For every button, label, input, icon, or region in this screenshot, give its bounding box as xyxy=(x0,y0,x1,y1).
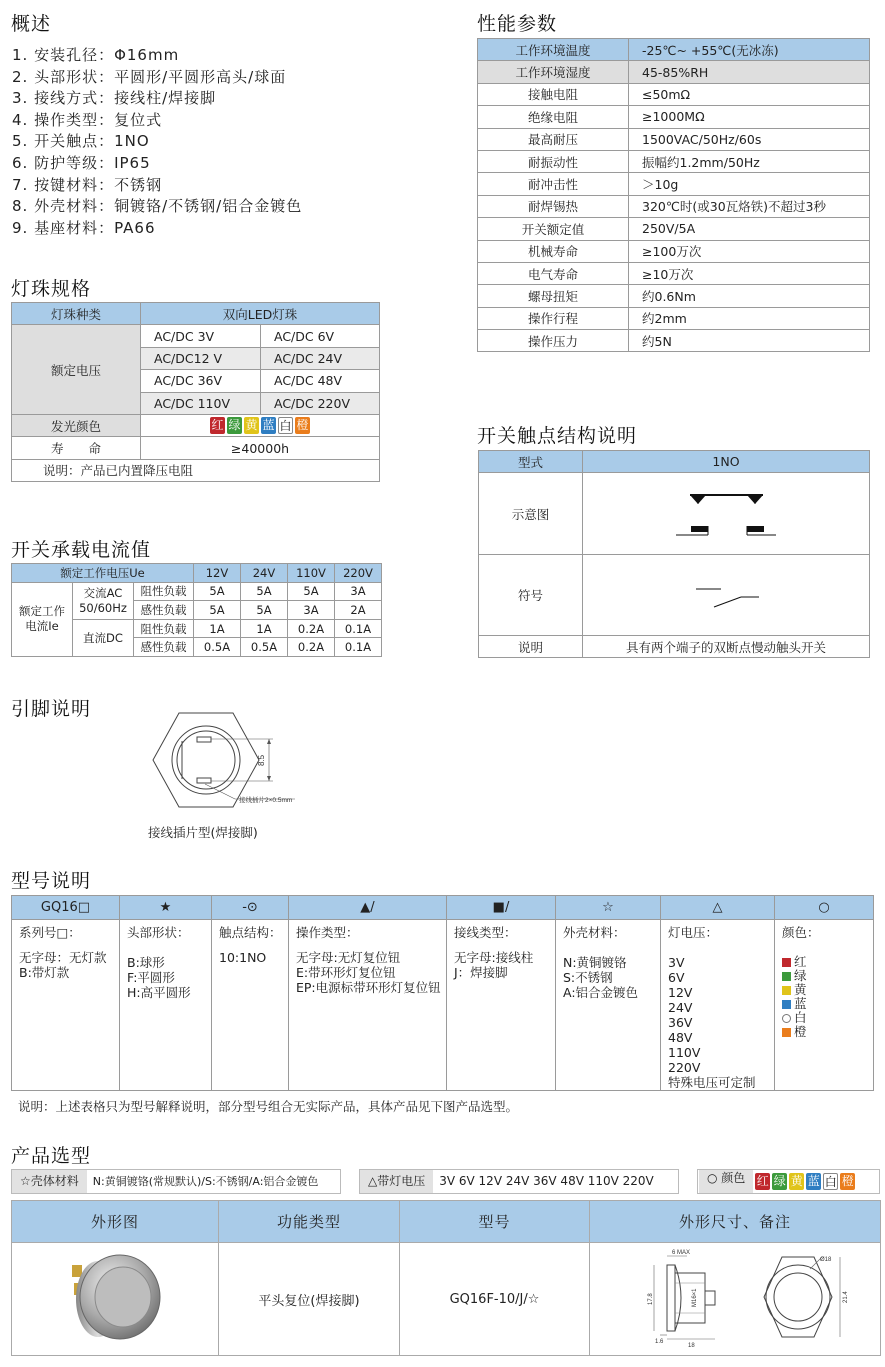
performance-row xyxy=(478,195,870,217)
model-header: ☆ xyxy=(556,896,661,920)
product-model: GQ16F-10/J/☆ xyxy=(400,1243,590,1356)
model-text: J：焊接脚 xyxy=(454,965,508,980)
current-cell: 5A xyxy=(194,601,241,620)
performance-key: 接触电阻 xyxy=(478,83,629,105)
current-load-label: 感性负载 xyxy=(134,601,194,620)
current-load-label: 感性负载 xyxy=(134,638,194,657)
led-life-label: 寿 命 xyxy=(12,437,141,459)
current-cell: 2A xyxy=(335,601,382,620)
model-note: 说明：上述表格只为型号解释说明，部分型号组合无实际产品，具体产品见下图产品选型。 xyxy=(18,1099,519,1114)
model-text: 110V xyxy=(668,1045,701,1060)
overview-item: 8. 外壳材料：铜镀铬/不锈钢/铝合金镀色 xyxy=(12,197,303,216)
performance-key: 机械寿命 xyxy=(478,240,629,262)
current-cell: 1A xyxy=(194,619,241,638)
model-text: 36V xyxy=(668,1015,693,1030)
led-color-swatches xyxy=(141,414,380,436)
color-chip-red: 红 xyxy=(756,1174,769,1188)
model-text: 48V xyxy=(668,1030,693,1045)
pins-title: 引脚说明 xyxy=(11,698,92,720)
performance-row xyxy=(478,39,870,61)
color-chip-yellow: 黄 xyxy=(790,1174,803,1188)
current-cell: 1A xyxy=(241,619,288,638)
led-color-label: 发光颜色 xyxy=(12,414,141,436)
pin-dim-label: 8.5 xyxy=(257,754,266,766)
dim-label: 6 MAX xyxy=(672,1250,691,1256)
model-text: 无字母:接线柱 xyxy=(454,950,534,965)
dim-label: 18 xyxy=(688,1343,695,1349)
color-chip-yellow: 黄 xyxy=(245,418,258,433)
overview-item: 4. 操作类型：复位式 xyxy=(12,110,163,129)
performance-value: -25℃~ +55℃(无冰冻) xyxy=(629,39,870,61)
color-chip-blue: 蓝 xyxy=(262,418,275,433)
model-color: 橙 xyxy=(794,1024,807,1039)
model-text: 无字母:无灯复位钮 xyxy=(296,950,401,965)
current-ac-label: 交流AC 50/60Hz xyxy=(73,582,134,619)
performance-row xyxy=(478,83,870,105)
performance-table xyxy=(477,38,870,352)
swatch-icon xyxy=(782,958,791,967)
overview-item: 1. 安装孔径：Φ16mm xyxy=(12,46,180,64)
swatch-icon xyxy=(782,1014,791,1023)
performance-value: 振幅约1.2mm/50Hz xyxy=(629,150,870,172)
overview-item: 3. 接线方式：接线柱/焊接脚 xyxy=(12,89,217,108)
performance-title: 性能参数 xyxy=(477,13,558,35)
led-voltage: AC/DC 110V xyxy=(141,392,261,414)
performance-value: 1500VAC/50Hz/60s xyxy=(629,128,870,150)
model-color: 红 xyxy=(794,954,807,969)
shell-material-label: ☆壳体材料 xyxy=(12,1170,87,1193)
dimension-drawing-icon xyxy=(592,1243,878,1351)
product-table xyxy=(11,1200,881,1356)
product-header: 功能类型 xyxy=(219,1201,400,1243)
performance-value: 320℃时(或30瓦烙铁)不超过3秒 xyxy=(629,195,870,217)
model-text: F:平圆形 xyxy=(127,970,175,985)
color-chip-white: 白 xyxy=(279,419,292,434)
current-volt: 220V xyxy=(335,564,382,583)
led-voltage: AC/DC12 V xyxy=(141,347,261,369)
color-chip-white: 白 xyxy=(824,1175,837,1189)
performance-row xyxy=(478,307,870,329)
led-title: 灯珠规格 xyxy=(11,278,92,300)
current-title: 开关承载电流值 xyxy=(11,539,152,561)
current-cell: 0.5A xyxy=(194,638,241,657)
contact-desc-value: 具有两个端子的双断点慢动触头开关 xyxy=(583,636,870,658)
performance-row xyxy=(478,106,870,128)
model-text: 10:1NO xyxy=(219,950,267,965)
current-volt: 12V xyxy=(194,564,241,583)
model-header: ■/ xyxy=(447,896,556,920)
performance-row xyxy=(478,128,870,150)
contact-symbol xyxy=(583,555,870,636)
model-col-wiring xyxy=(447,920,556,1091)
dim-label: 1.6 xyxy=(655,1339,664,1345)
performance-row xyxy=(478,240,870,262)
model-header: △ xyxy=(661,896,775,920)
led-note: 说明：产品已内置降压电阻 xyxy=(12,459,380,481)
current-load-label: 阻性负载 xyxy=(134,619,194,638)
model-text: E:带环形灯复位钮 xyxy=(296,965,396,980)
selection-title: 产品选型 xyxy=(11,1145,92,1167)
current-volt: 24V xyxy=(241,564,288,583)
performance-row xyxy=(478,285,870,307)
performance-key: 绝缘电阻 xyxy=(478,106,629,128)
product-dimensions xyxy=(590,1243,881,1356)
model-text: EP:电源标带环形灯复位钮 xyxy=(296,980,441,995)
model-text: 特殊电压可定制 xyxy=(668,1075,756,1090)
contact-diagram-icon xyxy=(583,473,870,551)
model-color: 黄 xyxy=(794,982,807,997)
product-header: 型号 xyxy=(400,1201,590,1243)
model-col-operation xyxy=(289,920,447,1091)
current-cell: 5A xyxy=(241,601,288,620)
model-title: 型号说明 xyxy=(11,870,92,892)
performance-key: 耐冲击性 xyxy=(478,173,629,195)
performance-key: 螺母扭矩 xyxy=(478,285,629,307)
current-dc-label: 直流DC xyxy=(73,619,134,656)
product-photo xyxy=(12,1243,219,1356)
contact-table xyxy=(478,450,870,658)
current-table xyxy=(11,563,382,657)
performance-key: 最高耐压 xyxy=(478,128,629,150)
model-text: A:铝合金镀色 xyxy=(563,985,639,1000)
performance-value: 约2mm xyxy=(629,307,870,329)
current-cell: 0.2A xyxy=(288,638,335,657)
color-chip-green: 绿 xyxy=(228,418,241,433)
model-text: 6V xyxy=(668,970,685,985)
swatch-icon xyxy=(782,1000,791,1009)
performance-row xyxy=(478,150,870,172)
performance-value: 45-85%RH xyxy=(629,61,870,83)
performance-value: ≥100万次 xyxy=(629,240,870,262)
shell-material-bar xyxy=(11,1169,341,1194)
pin-note: 接线插片2×0.5mm xyxy=(239,797,293,804)
performance-key: 工作环境温度 xyxy=(478,39,629,61)
led-voltage-bar xyxy=(359,1169,679,1194)
model-text: 24V xyxy=(668,1000,693,1015)
model-color: 绿 xyxy=(794,968,807,983)
model-color: 蓝 xyxy=(794,996,807,1011)
led-voltage: AC/DC 3V xyxy=(141,325,261,347)
current-left-label: 额定工作电流Ie xyxy=(12,582,73,656)
model-header: -⊙ xyxy=(212,896,289,920)
model-text: B:球形 xyxy=(127,955,165,970)
push-button-photo-icon xyxy=(60,1247,170,1347)
model-header: ★ xyxy=(120,896,212,920)
model-col-voltage xyxy=(661,920,775,1091)
color-chip-orange: 橙 xyxy=(841,1174,854,1188)
led-voltage-label: △带灯电压 xyxy=(360,1170,433,1193)
dim-label: 21.4 xyxy=(843,1291,849,1303)
model-text: 3V xyxy=(668,955,685,970)
led-table xyxy=(11,302,380,482)
led-voltage: AC/DC 220V xyxy=(261,392,380,414)
dim-label: M16×1 xyxy=(692,1288,698,1307)
led-voltage-label: 额定电压 xyxy=(12,325,141,415)
model-text: S:不锈钢 xyxy=(563,970,613,985)
contact-type-label: 型式 xyxy=(479,451,583,473)
contact-desc-label: 说明 xyxy=(479,636,583,658)
overview-item: 5. 开关触点：1NO xyxy=(12,132,150,151)
led-life-value: ≥40000h xyxy=(141,437,380,459)
model-text: 外壳材料： xyxy=(563,925,626,940)
performance-row xyxy=(478,262,870,284)
performance-key: 电气寿命 xyxy=(478,262,629,284)
contact-diagram-label: 示意图 xyxy=(479,473,583,555)
current-cell: 0.2A xyxy=(288,619,335,638)
led-voltage: AC/DC 24V xyxy=(261,347,380,369)
contact-type-value: 1NO xyxy=(583,451,870,473)
current-cell: 0.1A xyxy=(335,638,382,657)
performance-row xyxy=(478,330,870,352)
performance-key: 耐焊锡热 xyxy=(478,195,629,217)
performance-key: 工作环境湿度 xyxy=(478,61,629,83)
contact-symbol-label: 符号 xyxy=(479,555,583,636)
current-volt: 110V xyxy=(288,564,335,583)
performance-row xyxy=(478,61,870,83)
performance-row xyxy=(478,173,870,195)
product-header: 外形尺寸、备注 xyxy=(590,1201,881,1243)
performance-value: ＞10g xyxy=(629,173,870,195)
model-col-series xyxy=(12,920,120,1091)
current-header: 额定工作电压Ue xyxy=(12,564,194,583)
model-header: ○ xyxy=(775,896,874,920)
model-text: H:高平圆形 xyxy=(127,985,191,1000)
model-text: 12V xyxy=(668,985,693,1000)
model-col-contact xyxy=(212,920,289,1091)
contact-diagram xyxy=(583,473,870,555)
pin-drawing-icon xyxy=(145,706,315,811)
performance-key: 耐振动性 xyxy=(478,150,629,172)
overview-item: 6. 防护等级：IP65 xyxy=(12,153,151,172)
model-text: 灯电压： xyxy=(668,925,719,940)
product-function: 平头复位(焊接脚) xyxy=(219,1243,400,1356)
current-cell: 3A xyxy=(288,601,335,620)
model-text: 头部形状： xyxy=(127,925,190,940)
model-text: 颜色： xyxy=(782,925,820,940)
model-header: GQ16□ xyxy=(12,896,120,920)
overview-item: 9. 基座材料：PA66 xyxy=(12,218,156,237)
performance-value: 约0.6Nm xyxy=(629,285,870,307)
dim-label: Ø18 xyxy=(820,1257,832,1263)
overview-item: 2. 头部形状：平圆形/平圆形高头/球面 xyxy=(12,67,287,86)
color-chip-orange: 橙 xyxy=(296,418,309,433)
model-text: 触点结构： xyxy=(219,925,282,940)
performance-value: ≥10万次 xyxy=(629,262,870,284)
color-chip-blue: 蓝 xyxy=(807,1174,820,1188)
color-label: ○ 颜色 xyxy=(699,1170,753,1193)
color-bar xyxy=(697,1169,880,1194)
model-col-color xyxy=(775,920,874,1091)
model-table xyxy=(11,895,874,1091)
performance-key: 操作行程 xyxy=(478,307,629,329)
led-voltage: AC/DC 36V xyxy=(141,370,261,392)
swatch-icon xyxy=(782,972,791,981)
led-header-type: 灯珠种类 xyxy=(12,303,141,325)
dim-label: 17.8 xyxy=(648,1293,654,1305)
swatch-icon xyxy=(782,986,791,995)
swatch-icon xyxy=(782,1028,791,1037)
current-cell: 0.1A xyxy=(335,619,382,638)
current-cell: 0.5A xyxy=(241,638,288,657)
overview-item: 7. 按键材料：不锈钢 xyxy=(12,175,163,194)
led-voltage-value: 3V 6V 12V 24V 36V 48V 110V 220V xyxy=(439,1174,654,1188)
model-text: 系列号□： xyxy=(19,925,81,940)
current-cell: 5A xyxy=(241,582,288,601)
performance-value: ≥1000MΩ xyxy=(629,106,870,128)
performance-value: 约5N xyxy=(629,330,870,352)
color-chip-red: 红 xyxy=(211,418,224,433)
overview-list xyxy=(12,45,442,239)
performance-value: ≤50mΩ xyxy=(629,83,870,105)
contact-title: 开关触点结构说明 xyxy=(477,425,638,447)
model-text: 操作类型： xyxy=(296,925,359,940)
shell-material-value: N:黄铜镀铬(常规默认)/S:不锈钢/A:铝合金镀色 xyxy=(92,1175,319,1188)
model-text: 无字母：无灯款 xyxy=(19,950,107,965)
model-color: 白 xyxy=(794,1010,807,1025)
performance-key: 操作压力 xyxy=(478,330,629,352)
product-header: 外形图 xyxy=(12,1201,219,1243)
model-header: ▲/ xyxy=(289,896,447,920)
model-text: 220V xyxy=(668,1060,701,1075)
color-chip-green: 绿 xyxy=(773,1174,786,1188)
led-voltage: AC/DC 6V xyxy=(261,325,380,347)
pins-caption: 接线插片型(焊接脚) xyxy=(148,825,258,840)
switch-symbol-icon xyxy=(583,555,870,632)
current-cell: 5A xyxy=(288,582,335,601)
performance-row xyxy=(478,218,870,240)
model-col-head xyxy=(120,920,212,1091)
model-text: B:带灯款 xyxy=(19,965,70,980)
led-voltage: AC/DC 48V xyxy=(261,370,380,392)
overview-title: 概述 xyxy=(11,13,52,35)
current-cell: 5A xyxy=(194,582,241,601)
current-load-label: 阻性负载 xyxy=(134,582,194,601)
model-text: 接线类型： xyxy=(454,925,517,940)
performance-key: 开关额定值 xyxy=(478,218,629,240)
performance-value: 250V/5A xyxy=(629,218,870,240)
led-header-value: 双向LED灯珠 xyxy=(141,303,380,325)
current-cell: 3A xyxy=(335,582,382,601)
model-text: N:黄铜镀铬 xyxy=(563,955,627,970)
model-col-shell xyxy=(556,920,661,1091)
